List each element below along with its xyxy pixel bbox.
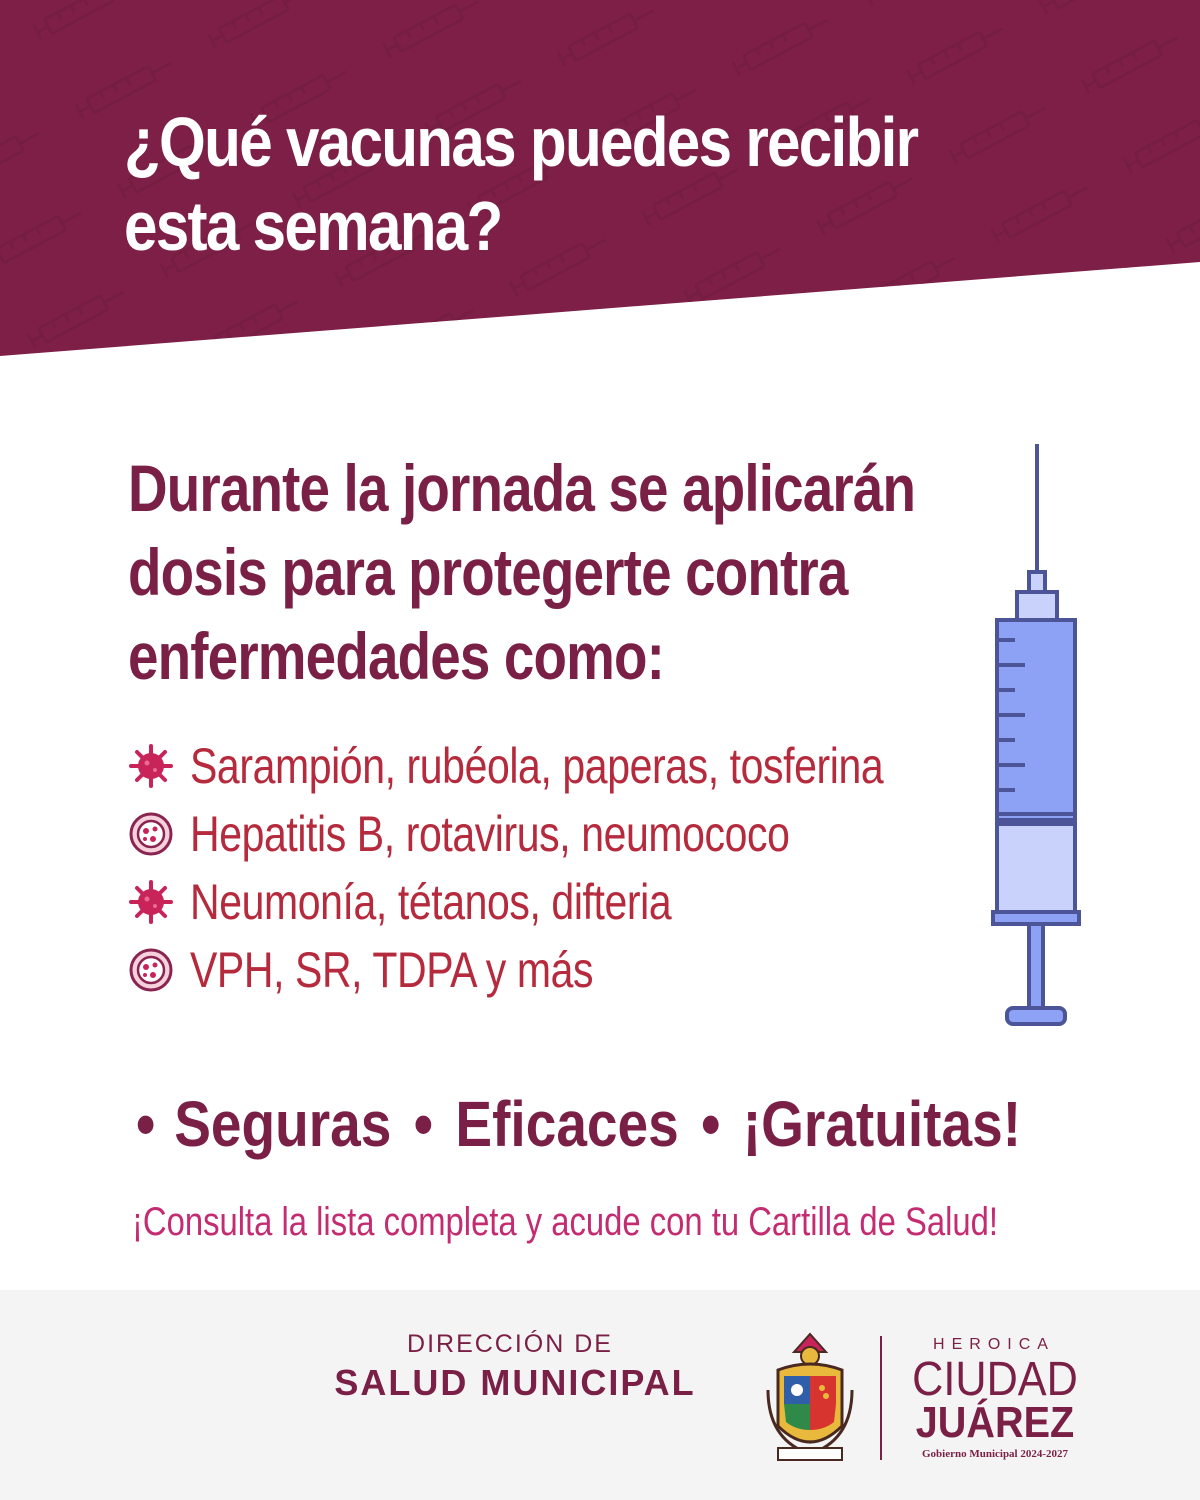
disease-text: Neumonía, tétanos, difteria — [190, 874, 672, 930]
intro-line-2: dosis para protegerte contra — [128, 535, 848, 609]
bacteria-icon — [128, 811, 174, 857]
header-band — [0, 0, 1200, 360]
title-line-1: ¿Qué vacunas puedes recibir — [124, 103, 918, 181]
list-item — [128, 732, 968, 800]
list-item — [128, 800, 968, 868]
quality-safe: Seguras — [174, 1088, 392, 1160]
disease-text: Sarampión, rubéola, paperas, tosferina — [190, 738, 884, 794]
coat-of-arms-logo — [764, 1330, 856, 1468]
bullet: • — [701, 1088, 721, 1160]
intro-line-3: enfermedades como: — [128, 619, 665, 693]
logo-divider — [880, 1336, 882, 1460]
quality-free: ¡Gratuitas! — [742, 1088, 1022, 1160]
virus-icon — [128, 743, 174, 789]
intro-line-1: Durante la jornada se aplicarán — [128, 451, 916, 525]
bacteria-icon — [128, 947, 174, 993]
call-to-action: ¡Consulta la lista completa y acude con tu Cartilla de Salud! — [132, 1200, 999, 1244]
bullet: • — [413, 1088, 434, 1160]
list-item — [128, 868, 968, 936]
vaccine-qualities — [136, 1082, 1022, 1166]
department-label: DIRECCIÓN DE — [407, 1330, 613, 1358]
disease-text: Hepatitis B, rotavirus, neumococo — [190, 806, 790, 862]
disease-list — [128, 732, 968, 1004]
intro-text — [128, 446, 958, 698]
title-line-2: esta semana? — [124, 187, 502, 265]
page-title — [124, 100, 984, 268]
disease-text: VPH, SR, TDPA y más — [190, 942, 594, 998]
city-logo-ciudad: CIUDAD — [912, 1353, 1078, 1406]
department-name: SALUD MUNICIPAL — [334, 1362, 696, 1403]
city-logo-heroica: HEROICA — [933, 1336, 1055, 1353]
virus-icon — [128, 879, 174, 925]
list-item — [128, 936, 968, 1004]
bullet: • — [136, 1088, 156, 1160]
syringe-illustration — [985, 440, 1095, 1040]
city-logo-juarez: JUÁREZ — [915, 1398, 1075, 1447]
quality-effective: Eficaces — [455, 1088, 679, 1160]
footer — [0, 1290, 1200, 1500]
city-logo-government: Gobierno Municipal 2024-2027 — [921, 1448, 1069, 1460]
